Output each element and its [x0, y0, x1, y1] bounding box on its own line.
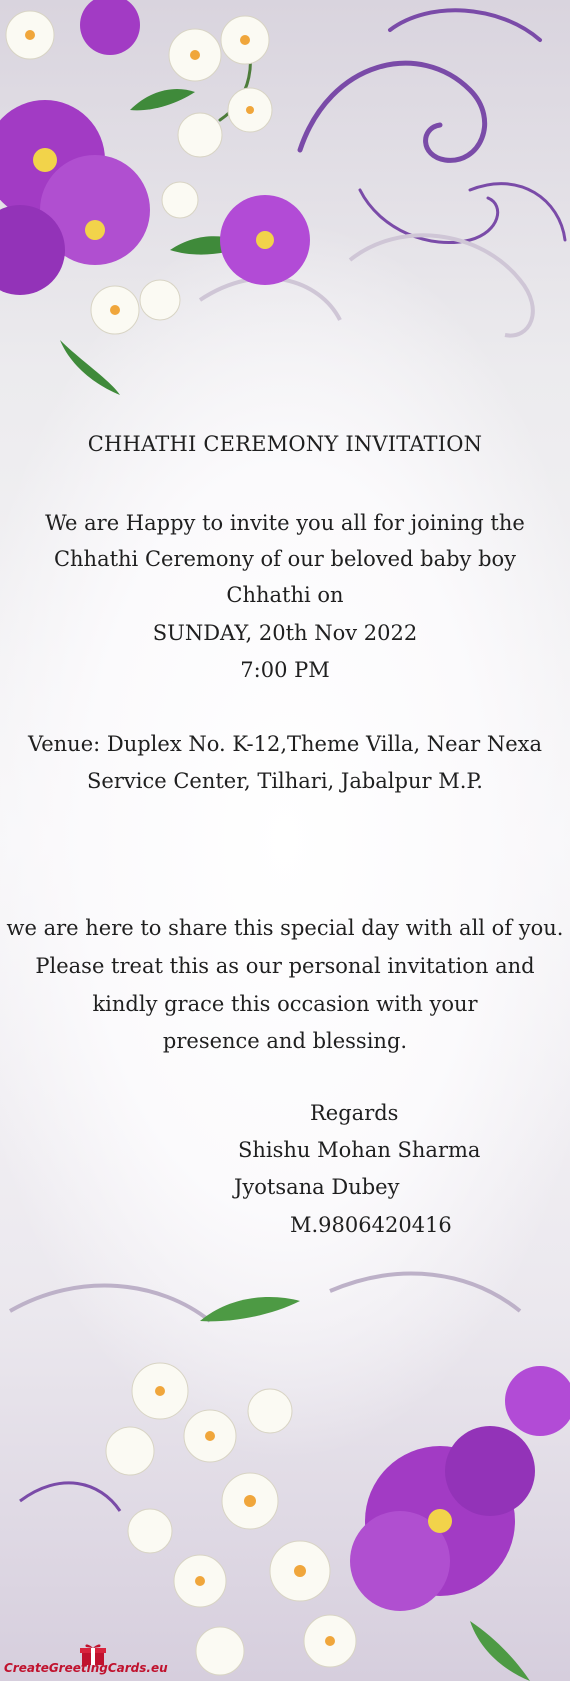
brand-logo[interactable] — [4, 1645, 168, 1679]
message-line: kindly grace this occasion with your — [92, 992, 478, 1016]
venue-line: Venue: Duplex No. K-12,Theme Villa, Near Nexa — [27, 732, 542, 756]
top-floral-decoration — [0, 0, 570, 420]
venue-line: Service Center, Tilhari, Jabalpur M.P. — [87, 769, 483, 793]
invitation-title: CHHATHI CEREMONY INVITATION — [87, 432, 483, 456]
bottom-purple-flower — [350, 1366, 570, 1611]
invite-line: We are Happy to invite you all for joining the — [45, 511, 525, 535]
event-time: 7:00 PM — [240, 658, 330, 682]
message-line: presence and blessing. — [162, 1029, 408, 1053]
purple-flower-large — [0, 100, 150, 295]
bottom-floral-decoration — [0, 1201, 570, 1681]
bottom-white-flowers — [106, 1363, 356, 1675]
event-date: SUNDAY, 20th Nov 2022 — [152, 621, 418, 645]
invite-line: Chhathi Ceremony of our beloved baby boy — [53, 547, 517, 571]
brand-text: CreateGreetingCards.eu — [4, 1661, 168, 1675]
message-line: Please treat this as our personal invitation and — [35, 954, 535, 978]
signature-name: Shishu Mohan Sharma — [238, 1138, 481, 1162]
invite-line: Chhathi on — [226, 583, 344, 607]
message-line: we are here to share this special day with all of you. — [6, 916, 564, 940]
signature-name: Jyotsana Dubey — [234, 1175, 400, 1199]
signature-phone: M.9806420416 — [290, 1213, 452, 1237]
signature-regards: Regards — [310, 1101, 399, 1125]
